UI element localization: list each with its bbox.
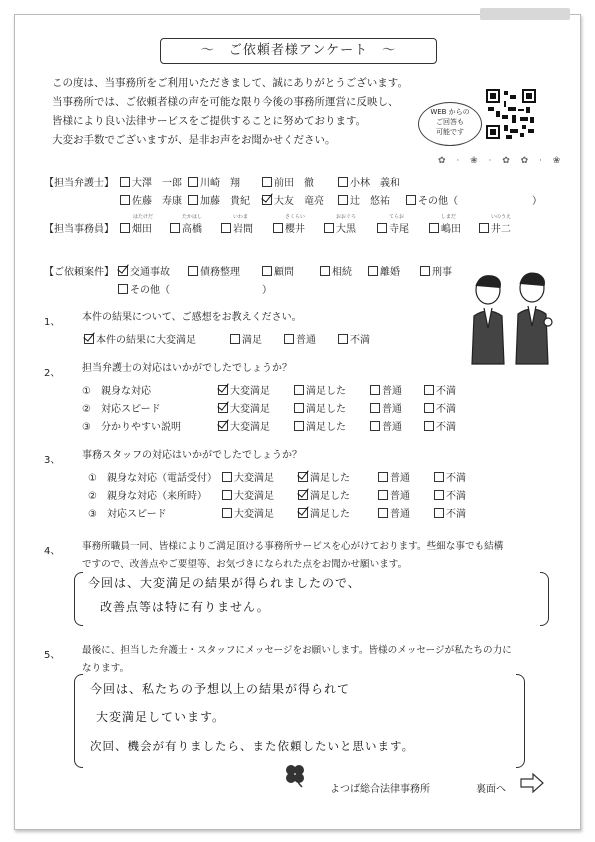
q2-option-checked[interactable]: 大変満足: [218, 400, 270, 415]
q3-option-checked[interactable]: 満足した: [298, 469, 350, 484]
question-text: 担当弁護士の対応はいかがでしたでしょうか？: [82, 363, 292, 374]
q3-option[interactable]: 普通: [378, 469, 410, 484]
next-page-label[interactable]: 裏面へ: [476, 784, 506, 795]
lawyer-option[interactable]: 佐藤 寿康: [120, 192, 182, 207]
paren-close: ）: [532, 196, 542, 207]
q3-option[interactable]: 大変満足: [222, 469, 274, 484]
question-text: 本件の結果について、ご感想をお教えください。: [82, 312, 302, 323]
q3-option[interactable]: 普通: [378, 487, 410, 502]
q2-item: ③ 分かりやすい説明: [82, 422, 181, 433]
q1-option[interactable]: 不満: [338, 331, 370, 346]
staff-option[interactable]: 井二: [479, 220, 511, 235]
ruby: おおぐろ: [336, 214, 357, 220]
ruby: いわま: [233, 214, 249, 220]
firm-name: よつば総合法律事務所: [330, 784, 430, 795]
q1-option[interactable]: 満足: [230, 331, 262, 346]
intro-line: この度は、当事務所をご利用いただきまして、誠にありがとうございます。: [52, 77, 408, 89]
q5-answer-line[interactable]: 大変満足しています。: [96, 710, 226, 724]
q3-option[interactable]: 不満: [434, 469, 466, 484]
lawyer-option[interactable]: 川崎 翔: [188, 174, 240, 189]
q3-option[interactable]: 普通: [378, 505, 410, 520]
staff-option[interactable]: 岩間: [221, 220, 253, 235]
question-text: 事務所職員一同、皆様によりご満足頂ける事務所サービスを心がけております。些細な事でも結構 ですので、改善点やご要望等、お気づきになられた点をお聞かせ願います。: [82, 541, 504, 570]
q3-option[interactable]: 不満: [434, 505, 466, 520]
q3-item: ① 親身な対応（電話受付）: [88, 473, 217, 484]
q2-option[interactable]: 普通: [370, 400, 402, 415]
intro-line: 当事務所では、ご依頼者様の声を可能な限り今後の事務所運営に反映し、: [52, 96, 399, 108]
q2-option[interactable]: 満足した: [294, 400, 346, 415]
ruby: しまだ: [441, 214, 457, 220]
q5-answer-line[interactable]: 今回は、私たちの予想以上の結果が得られて: [90, 682, 351, 696]
intro-line: 大変お手数でございますが、是非お声をお聞かせください。: [52, 134, 336, 146]
qr-code-icon[interactable]: [486, 89, 536, 139]
paren-close: ）: [262, 285, 272, 296]
case-option[interactable]: 顧問: [262, 263, 294, 278]
case-option[interactable]: 相続: [320, 263, 352, 278]
lawyer-option[interactable]: 加藤 貴紀: [188, 192, 250, 207]
q4-answer-line[interactable]: 今回は、大変満足の結果が得られましたので、: [88, 576, 361, 590]
lawyer-option[interactable]: 辻 悠祐: [338, 192, 390, 207]
case-option[interactable]: 債務整理: [188, 263, 240, 278]
ruby: はたけだ: [133, 214, 154, 220]
q3-option[interactable]: 大変満足: [222, 505, 274, 520]
q2-option-checked[interactable]: 大変満足: [218, 418, 270, 433]
q3-option[interactable]: 不満: [434, 487, 466, 502]
q3-option[interactable]: 大変満足: [222, 487, 274, 502]
question-number: 4、: [44, 546, 61, 557]
case-option[interactable]: 離婚: [368, 263, 400, 278]
q3-item: ③ 対応スピード: [88, 509, 167, 520]
q2-option[interactable]: 満足した: [294, 382, 346, 397]
lawyer-option[interactable]: 小林 義和: [338, 174, 400, 189]
ruby: いのうえ: [491, 214, 512, 220]
q2-option[interactable]: 不満: [424, 400, 456, 415]
case-option-other[interactable]: その他（: [118, 281, 170, 296]
q2-option[interactable]: 不満: [424, 418, 456, 433]
lawyer-option[interactable]: 前田 徹: [262, 174, 314, 189]
question-number: 2、: [44, 368, 61, 379]
lawyer-option-other[interactable]: その他（: [406, 192, 458, 207]
q2-option[interactable]: 満足した: [294, 418, 346, 433]
case-option[interactable]: 刑事: [420, 263, 452, 278]
clover-logo-icon: [282, 762, 308, 788]
lawyers-label: 【担当弁護士】: [44, 178, 114, 189]
question-text: 最後に、担当した弁護士・スタッフにメッセージをお願いします。皆様のメッセージが私たちの力に なります。: [82, 645, 512, 674]
answer-bracket-left: [74, 674, 83, 768]
question-number: 5、: [44, 650, 61, 661]
staff-option[interactable]: 畑田: [120, 220, 152, 235]
q2-item: ① 親身な対応: [82, 386, 151, 397]
q3-option-checked[interactable]: 満足した: [298, 487, 350, 502]
web-answer-bubble: WEB からの ご回答も 可能です: [418, 102, 482, 146]
lawyers-illustration: [462, 268, 558, 366]
q2-option[interactable]: 不満: [424, 382, 456, 397]
staff-option[interactable]: 櫻井: [273, 220, 305, 235]
question-number: 1、: [44, 317, 61, 328]
lawyer-option[interactable]: 大澤 一郎: [120, 174, 182, 189]
staff-option[interactable]: 大黒: [324, 220, 356, 235]
staff-option[interactable]: 嶋田: [429, 220, 461, 235]
lawyer-option-checked[interactable]: 大友 竜亮: [262, 192, 324, 207]
q2-option[interactable]: 普通: [370, 382, 402, 397]
q1-option[interactable]: 普通: [284, 331, 316, 346]
question-number: 3、: [44, 455, 61, 466]
ruby: てらお: [389, 214, 405, 220]
case-option-checked[interactable]: 交通事故: [118, 263, 170, 278]
ruby: さくらい: [285, 214, 306, 220]
staff-option[interactable]: 寺尾: [377, 220, 409, 235]
q3-option-checked[interactable]: 満足した: [298, 505, 350, 520]
arrow-right-icon[interactable]: [520, 773, 544, 793]
answer-bracket-right: [516, 674, 525, 768]
intro-text: [52, 74, 408, 150]
q5-answer-line[interactable]: 次回、機会が有りましたら、また依頼したいと思います。: [90, 739, 415, 753]
q2-option-checked[interactable]: 大変満足: [218, 382, 270, 397]
ruby: たかはし: [182, 214, 203, 220]
q4-answer-line[interactable]: 改善点等は特に有りません。: [100, 600, 270, 614]
q2-item: ② 対応スピード: [82, 404, 161, 415]
clover-decoration-icon: ✿ · ❀ · ✿ ✿ · ❀: [438, 156, 565, 166]
q1-option-checked[interactable]: 本件の結果に大変満足: [84, 331, 196, 346]
q3-item: ② 親身な対応（来所時）: [88, 491, 207, 502]
page-title: 〜 ご依頼者様アンケート 〜: [160, 38, 437, 64]
intro-line: 皆様により良い法律サービスをご提供することに努めております。: [52, 115, 367, 127]
redacted-id: [480, 8, 570, 20]
answer-bracket-left: [74, 572, 83, 626]
staff-option[interactable]: 高橋: [170, 220, 202, 235]
question-text: 事務スタッフの対応はいかがでしたでしょうか？: [82, 450, 302, 461]
cases-label: 【ご依頼案件】: [44, 267, 114, 278]
staff-label: 【担当事務員】: [44, 224, 114, 235]
answer-bracket-right: [540, 572, 549, 626]
q2-option[interactable]: 普通: [370, 418, 402, 433]
